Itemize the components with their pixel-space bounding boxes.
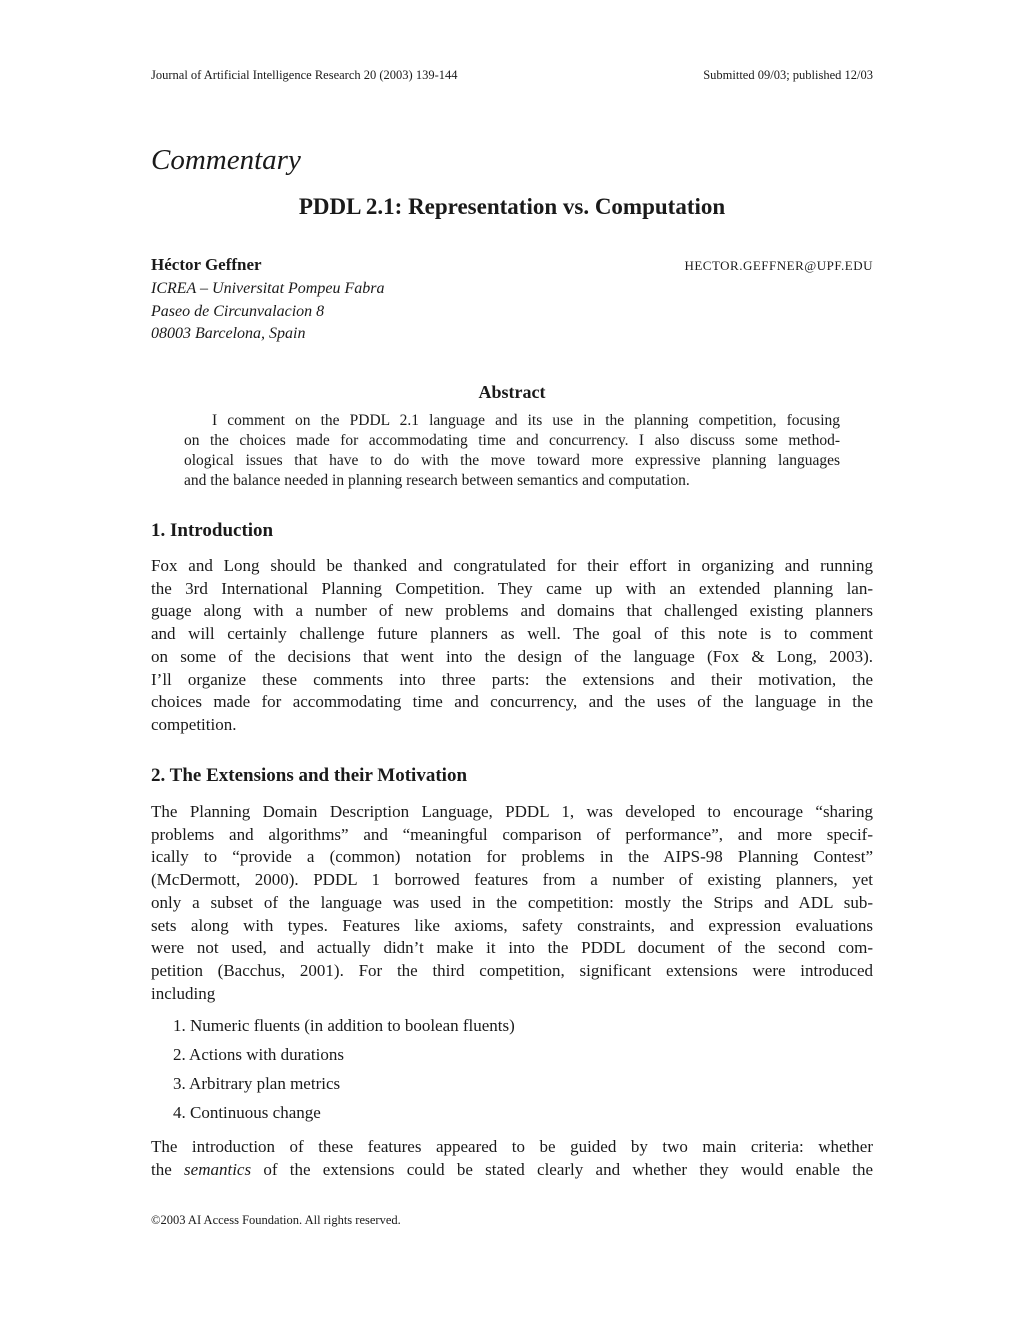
text-segment: the [151,1159,185,1179]
text-line: including [151,983,216,1003]
text-line: on some of the decisions that went into the design of the language (Fox & Long, 2003). [151,646,873,666]
author-email: HECTOR.GEFFNER@UPF.EDU [684,258,873,273]
list-item: 4. Continuous change [173,1103,321,1122]
submission-dates: Submitted 09/03; published 12/03 [703,68,873,82]
text-segment: of the extensions could be stated clearly and whether they would enable the [251,1159,873,1179]
paper-title: PDDL 2.1: Representation vs. Computation [298,194,726,219]
text-line: Fox and Long should be thanked and congratulated for their effort in organizing and running [151,556,873,575]
extensions-list [173,1016,515,1132]
text-line [151,1159,873,1182]
author-name: Héctor Geffner [151,255,262,274]
text-line: The Planning Domain Description Language, PDDL 1, was developed to encourage “sharing [151,802,873,821]
text-line: problems and algorithms” and “meaningful comparison of performance”, and more specif- [151,824,873,844]
text-line: The introduction of these features appeared to be guided by two main criteria: whether [151,1137,873,1156]
paper-type: Commentary [151,144,301,176]
journal-header: Journal of Artificial Intelligence Research 20 (2003) 139-144 [151,68,458,82]
text-line: ological issues that have to do with the move toward more expressive planning languages [184,452,840,469]
section-heading: 2. The Extensions and their Motivation [151,765,468,786]
emphasis-semantics: semantics [184,1159,252,1179]
affiliation-line: Paseo de Circunvalacion 8 [151,302,325,320]
text-line: sets along with types. Features like axioms, safety constraints, and expression evaluations [151,915,873,935]
text-line: the 3rd International Planning Competition. They came up with an extended planning lan- [151,578,873,598]
closing-paragraph [151,1136,873,1181]
text-line: guage along with a number of new problems and domains that challenged existing planners [151,601,873,621]
list-item: 2. Actions with durations [173,1045,344,1064]
copyright-footer: ©2003 AI Access Foundation. All rights reserved. [151,1213,401,1227]
author-affiliation [151,278,384,346]
text-line: and the balance needed in planning research between semantics and computation. [184,472,690,489]
text-line: competition. [151,714,237,734]
text-line: (McDermott, 2000). PDDL 1 borrowed features from a number of existing planners, yet [151,870,873,890]
abstract-body [184,411,840,491]
affiliation-line: ICREA – Universitat Pompeu Fabra [151,280,385,297]
section-heading: 1. Introduction [151,520,274,541]
text-line: were not used, and actually didn’t make it into the PDDL document of the second com- [151,938,873,958]
text-line: I comment on the PDDL 2.1 language and its use in the planning competition, focusing [212,412,840,429]
text-line: on the choices made for accommodating time and concurrency. I also discuss some method- [184,432,840,449]
affiliation-line: 08003 Barcelona, Spain [151,325,306,342]
text-line: petition (Bacchus, 2001). For the third competition, significant extensions were introduced [151,960,873,980]
text-line: only a subset of the language was used in the competition: mostly the Strips and ADL sub- [151,892,873,912]
list-item: 3. Arbitrary plan metrics [173,1074,341,1093]
text-line: choices made for accommodating time and concurrency, and the uses of the language in the [151,692,873,712]
section2-paragraph [151,801,873,1005]
abstract-heading: Abstract [478,382,546,402]
section1-paragraph [151,555,873,737]
text-line: and will certainly challenge future planners as well. The goal of this note is to comment [151,624,873,644]
text-line: ically to “provide a (common) notation for problems in the AIPS-98 Planning Contest” [151,847,873,867]
text-line: I’ll organize these comments into three parts: the extensions and their motivation, the [151,669,873,689]
list-item: 1. Numeric fluents (in addition to boolean fluents) [173,1016,515,1035]
